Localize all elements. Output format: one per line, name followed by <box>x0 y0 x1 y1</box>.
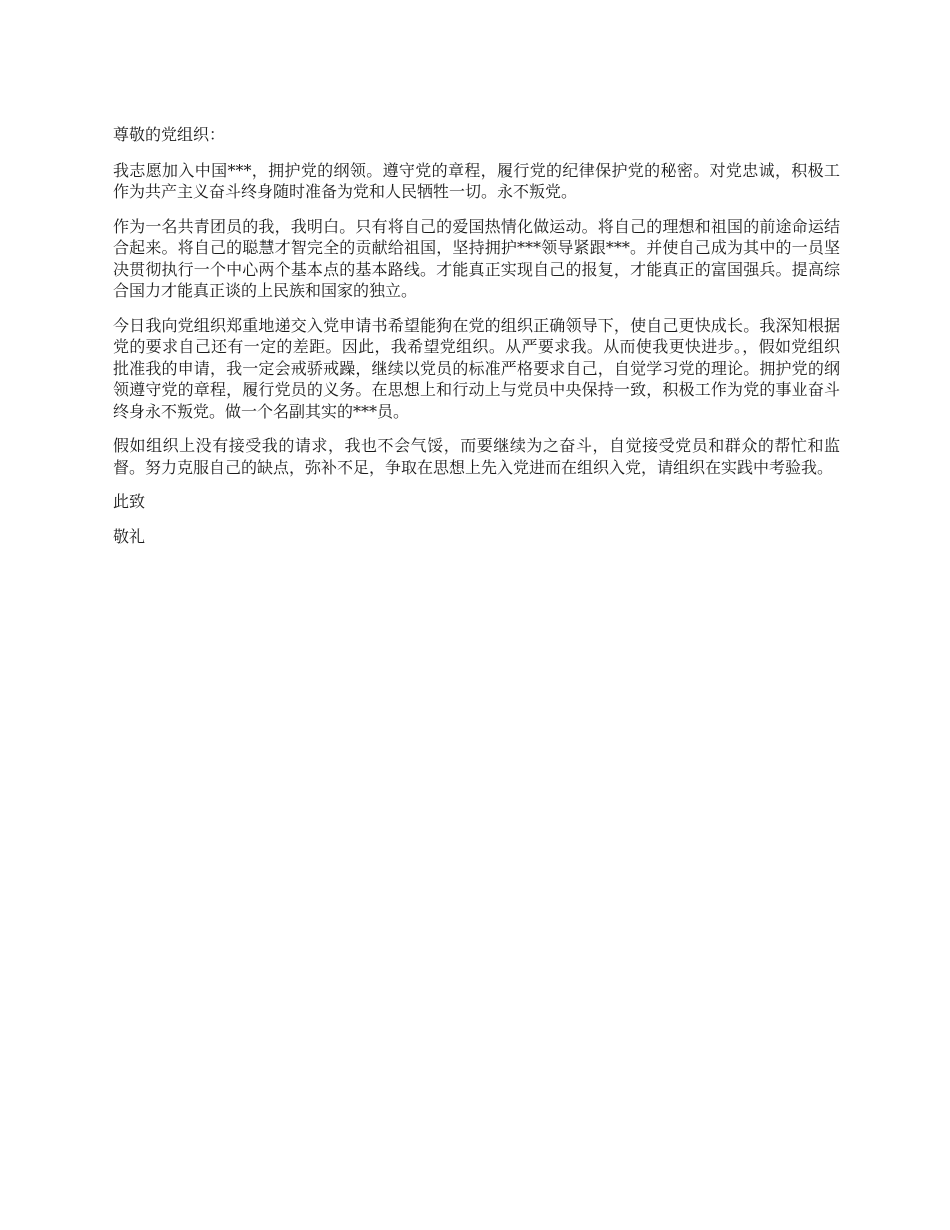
closing-regards: 敬礼 <box>113 526 146 546</box>
letter-body <box>113 124 840 560</box>
salutation: 尊敬的党组织： <box>113 125 226 144</box>
paragraph-4: 假如组织上没有接受我的请求，我也不会气馁，而要继续为之奋斗，自觉接受党员和群众的帮忙和监督。努力克服自己的缺点，弥补不足，争取在思想上先入党进而在组织入党，请组织在实践中考验我。 <box>113 436 840 477</box>
paragraph-1: 我志愿加入中国***，拥护党的纲领。遵守党的章程，履行党的纪律保护党的秘密。对党忠诚，积极工作为共产主义奋斗终身随时准备为党和人民牺牲一切。永不叛党。 <box>113 160 840 201</box>
closing-salute: 此致 <box>113 492 146 511</box>
paragraph-3: 今日我向党组织郑重地递交入党申请书希望能狗在党的组织正确领导下，使自己更快成长。我深知根据党的要求自己还有一定的差距。因此，我希望党组织。从严要求我。从而使我更快进步。，假如党组织批准我的申请，我一定会戒骄戒躁，继续以党员的标准严格要求自己，自觉学习党的理论。拥护党的纲领遵守党的章程，履行党员的义务。在思想上和行动上与党员中央保持一致，积极工作为党的事业奋斗终身永不叛党。做一个名副其实的***员。 <box>113 315 840 421</box>
paragraph-2: 作为一名共青团员的我，我明白。只有将自己的爱国热情化做运动。将自己的理想和祖国的前途命运结合起来。将自己的聪慧才智完全的贡献给祖国，坚持拥护***领导紧跟***。并使自己成为其中的一员坚决贯彻执行一个中心两个基本点的基本路线。才能真正实现自己的报复，才能真正的富国强兵。提高综合国力才能真正谈的上民族和国家的独立。 <box>113 216 840 300</box>
